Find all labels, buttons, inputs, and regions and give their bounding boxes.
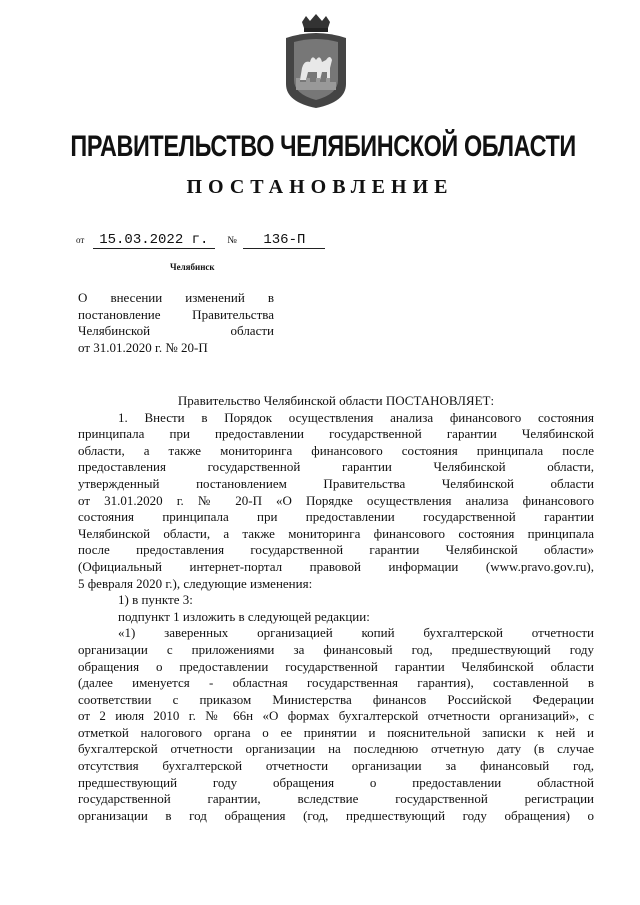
body-line: 1) в пункте 3:: [118, 592, 193, 608]
body-line: отметкой налогового органа о ее принятии и пояснительной записки к ней и: [78, 724, 594, 740]
body-line: бухгалтерской отчетности организации на последнюю отчетную дату (в случае: [78, 741, 594, 757]
body-line: предшествующий году обращения о предоставлении областной: [78, 774, 594, 790]
body-line: организации с приложениями за финансовый год, предшествующий году: [78, 641, 594, 657]
body-line: соответствии с приказом Министерства финансов Российской Федерации: [78, 691, 594, 707]
body-line: (далее именуется - областная государственная гарантия), составленной в: [78, 675, 594, 691]
body-line: 1. Внести в Порядок осуществления анализа финансового состояния: [118, 409, 594, 425]
document-subject: [78, 290, 274, 356]
subject-line: постановление Правительства: [78, 306, 274, 322]
government-title: ПРАВИТЕЛЬСТВО ЧЕЛЯБИНСКОЙ ОБЛАСТИ: [70, 130, 576, 163]
document-number: 136-П: [243, 232, 325, 249]
city-label: Челябинск: [170, 262, 215, 272]
subject-line: О внесении изменений в: [78, 290, 274, 305]
body-line: от 2 июля 2010 г. № 66н «О формах бухгалтерской отчетности организаций», с: [78, 708, 594, 724]
body-line: 5 февраля 2020 г.), следующие изменения:: [78, 575, 313, 591]
body-line: утвержденный постановлением Правительства Челябинской области: [78, 475, 594, 491]
body-line: от 31.01.2020 г. № 20-П «О Порядке осуществления анализа финансового: [78, 492, 594, 508]
body-line: области, а также мониторинга финансового состояния принципала после: [78, 442, 594, 458]
document-type: ПОСТАНОВЛЕНИЕ: [186, 176, 454, 198]
body-line: Челябинской области, а также мониторинга финансового состояния принципала: [78, 525, 594, 541]
number-label: №: [227, 235, 237, 246]
body-line: государственной гарантии, вследствие государственной регистрации: [78, 791, 594, 807]
subject-line: Челябинской области: [78, 323, 274, 338]
body-line: Правительство Челябинской области ПОСТАНОВЛЯЕТ:: [177, 393, 495, 408]
document-date: 15.03.2022 г.: [93, 232, 215, 249]
body-line: состояния принципала при предоставлении государственной гарантии: [78, 509, 594, 525]
body-line: (Официальный интернет-портал правовой информации (www.pravo.gov.ru),: [78, 558, 594, 574]
body-line: организации в год обращения (год, предшествующий году обращения) о: [78, 807, 594, 823]
coat-of-arms-emblem: [280, 14, 352, 110]
from-label: от: [76, 235, 85, 245]
document-body: [78, 393, 594, 824]
body-line: отсутствия бухгалтерской отчетности организации за финансовый год,: [78, 758, 594, 774]
document-meta-row: [76, 232, 325, 249]
body-line: «1) заверенных организацией копий бухгалтерской отчетности: [118, 625, 594, 641]
body-line: после предоставления государственной гарантии Челябинской области»: [78, 542, 594, 558]
subject-line: от 31.01.2020 г. № 20-П: [78, 339, 208, 355]
body-line: обращения о предоставлении государственной гарантии Челябинской области: [78, 658, 594, 674]
body-line: предоставления государственной гарантии Челябинской области,: [78, 459, 594, 475]
body-line: подпункт 1 изложить в следующей редакции:: [118, 608, 370, 624]
body-line: принципала при предоставлении государственной гарантии Челябинской: [78, 426, 594, 442]
